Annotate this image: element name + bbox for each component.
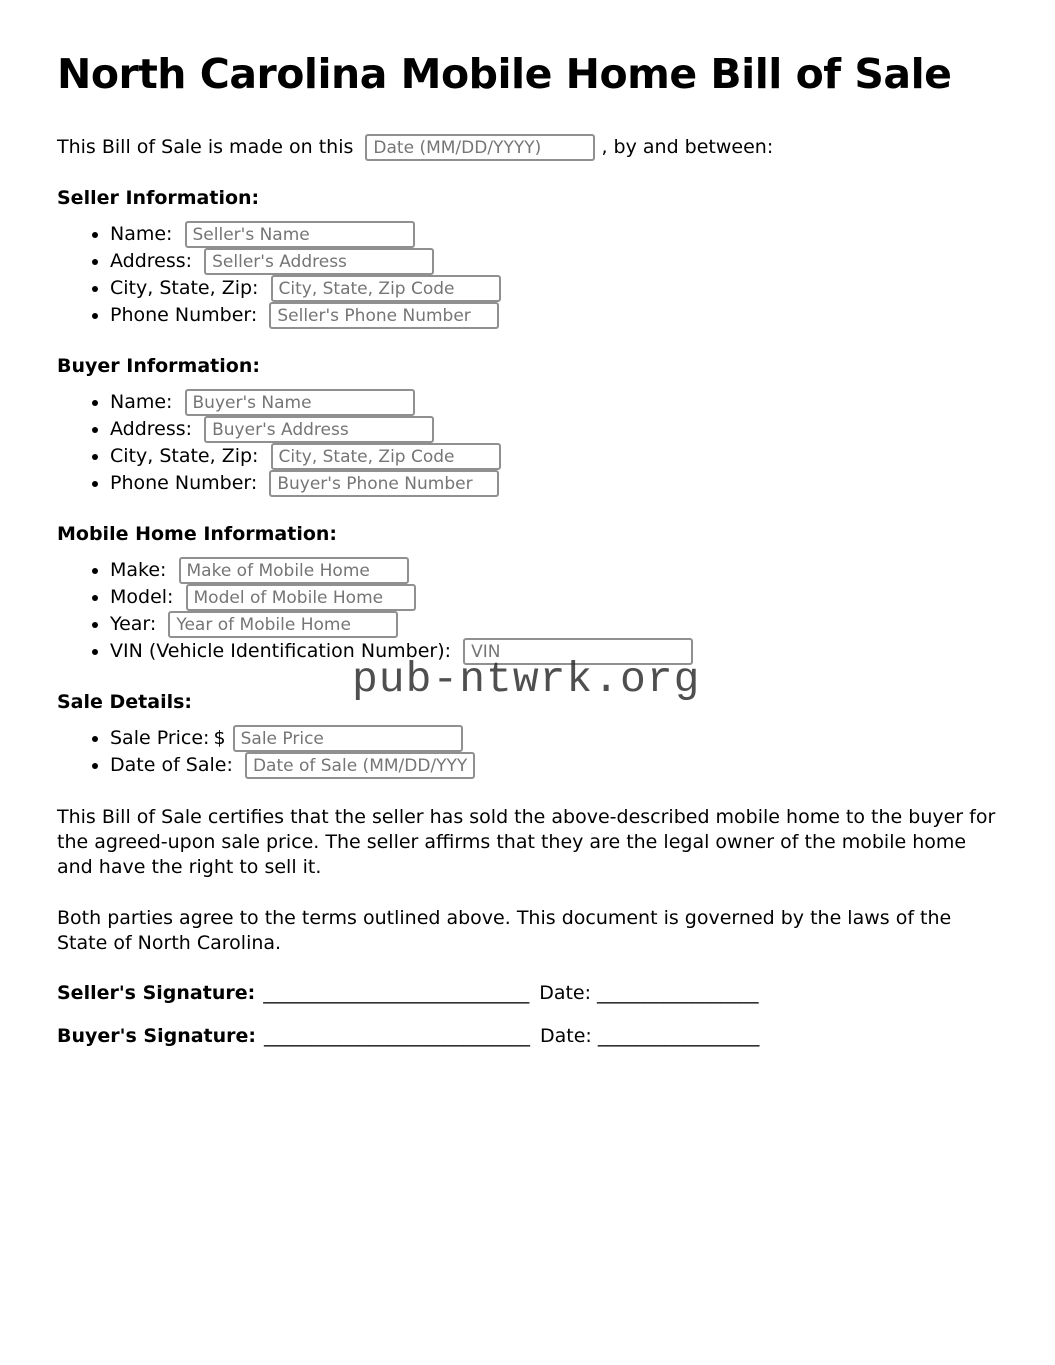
sale-price-input[interactable] xyxy=(233,725,463,752)
list-item xyxy=(110,302,1000,329)
signature-label: Seller's Signature: xyxy=(57,982,256,1004)
list-item xyxy=(110,725,1000,752)
field-label: Name: xyxy=(110,223,173,245)
section-heading-seller: Seller Information: xyxy=(57,187,260,209)
field-label: Date of Sale: xyxy=(110,754,233,776)
list-item xyxy=(110,557,1000,584)
list-item xyxy=(110,638,1000,665)
list-item xyxy=(110,221,1000,248)
list-item xyxy=(110,275,1000,302)
list-item xyxy=(110,584,1000,611)
seller-phone-input[interactable] xyxy=(269,302,499,329)
mobile-home-field-list xyxy=(57,557,1000,665)
section-heading-sale-details: Sale Details: xyxy=(57,691,193,713)
date-label: Date: xyxy=(539,982,592,1004)
signature-row-seller xyxy=(57,982,1000,1004)
field-label: VIN (Vehicle Identification Number): xyxy=(110,640,452,662)
list-item xyxy=(110,248,1000,275)
page-title: North Carolina Mobile Home Bill of Sale xyxy=(57,50,952,98)
list-item xyxy=(110,389,1000,416)
date-line: _________________ xyxy=(597,982,759,1004)
intro-prefix: This Bill of Sale is made on this xyxy=(57,136,354,158)
intro-line xyxy=(57,134,1000,161)
field-label: City, State, Zip: xyxy=(110,277,259,299)
list-item xyxy=(110,416,1000,443)
seller-city-state-zip-input[interactable] xyxy=(271,275,501,302)
make-input[interactable] xyxy=(179,557,409,584)
field-label: Address: xyxy=(110,418,193,440)
dollar-sign: $ xyxy=(213,727,226,749)
field-label: Sale Price: xyxy=(110,727,210,749)
field-label: Model: xyxy=(110,586,174,608)
buyer-phone-input[interactable] xyxy=(269,470,499,497)
buyer-name-input[interactable] xyxy=(185,389,415,416)
vin-input[interactable] xyxy=(463,638,693,665)
field-label: Phone Number: xyxy=(110,472,258,494)
date-made-input[interactable] xyxy=(365,134,595,161)
signature-line: ____________________________ xyxy=(264,1025,530,1047)
year-input[interactable] xyxy=(168,611,398,638)
certification-paragraph: This Bill of Sale certifies that the seller has sold the above-described mobile home to the buyer for the agreed-upon sale price. The seller affirms that they are the legal owner of the mobile home and have the right to sell it. xyxy=(57,806,996,878)
date-label: Date: xyxy=(540,1025,592,1047)
field-label: Year: xyxy=(110,613,157,635)
date-line: _________________ xyxy=(597,1025,760,1047)
field-label: Phone Number: xyxy=(110,304,258,326)
sale-date-input[interactable] xyxy=(245,752,475,779)
site-watermark: pub-ntwrk.org xyxy=(352,655,701,704)
signature-line: ____________________________ xyxy=(263,982,530,1004)
signature-row-buyer xyxy=(57,1025,1000,1047)
sale-details-field-list xyxy=(57,725,1000,779)
list-item xyxy=(110,470,1000,497)
list-item xyxy=(110,752,1000,779)
governing-law-paragraph: Both parties agree to the terms outlined above. This document is governed by the laws of the State of North Carolina. xyxy=(57,907,952,954)
buyer-field-list xyxy=(57,389,1000,497)
field-label: Address: xyxy=(110,250,193,272)
buyer-address-input[interactable] xyxy=(204,416,434,443)
seller-address-input[interactable] xyxy=(204,248,434,275)
seller-name-input[interactable] xyxy=(185,221,415,248)
field-label: Name: xyxy=(110,391,173,413)
section-heading-buyer: Buyer Information: xyxy=(57,355,260,377)
list-item xyxy=(110,443,1000,470)
intro-suffix: , by and between: xyxy=(601,136,774,158)
list-item xyxy=(110,611,1000,638)
signature-label: Buyer's Signature: xyxy=(57,1025,256,1047)
seller-field-list xyxy=(57,221,1000,329)
field-label: City, State, Zip: xyxy=(110,445,259,467)
model-input[interactable] xyxy=(186,584,416,611)
section-heading-mobile-home: Mobile Home Information: xyxy=(57,523,338,545)
field-label: Make: xyxy=(110,559,167,581)
buyer-city-state-zip-input[interactable] xyxy=(271,443,501,470)
